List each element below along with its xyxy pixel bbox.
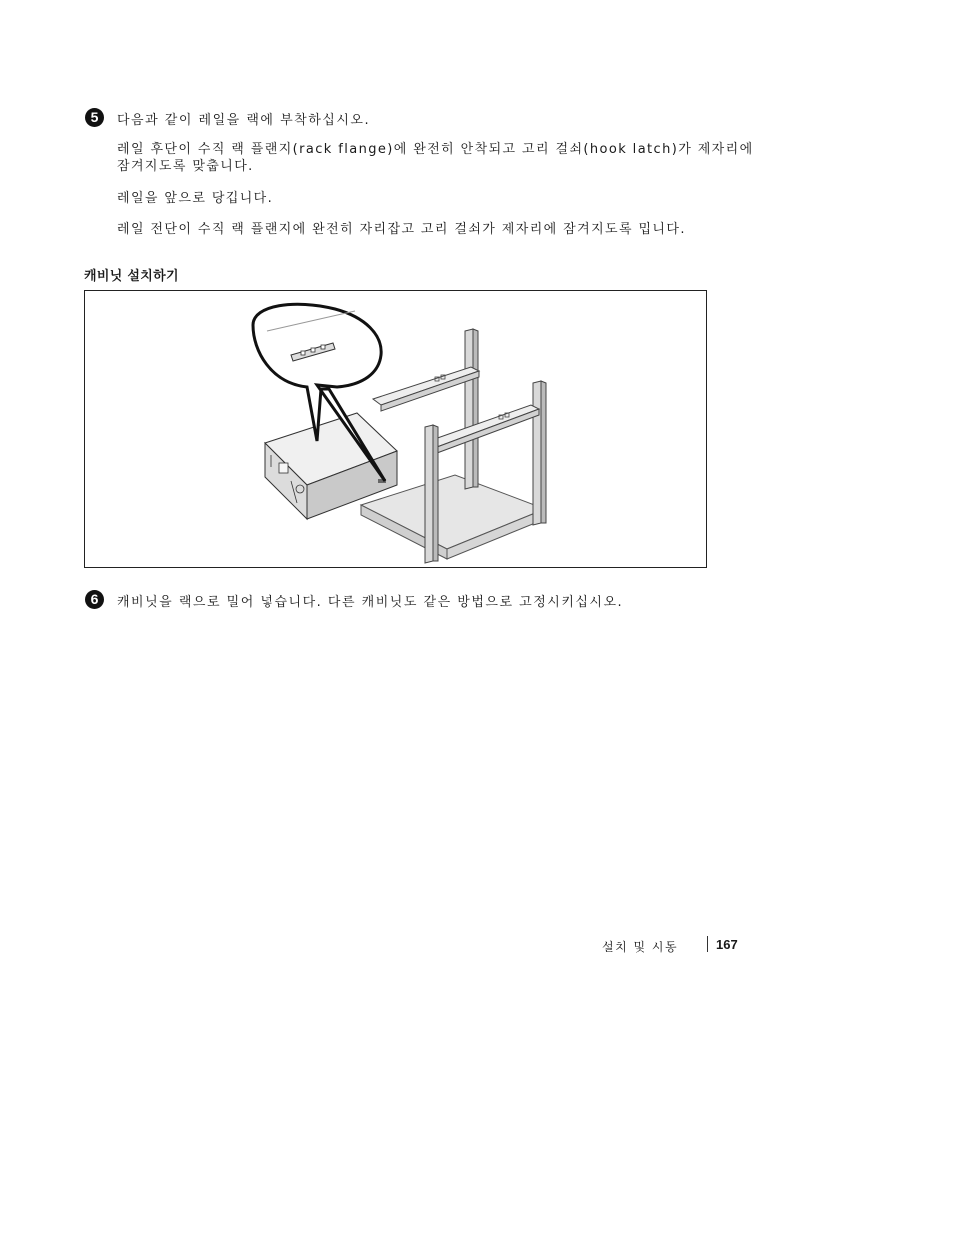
step-instruction: 캐비닛을 랙으로 밀어 넣습니다. 다른 캐비닛도 같은 방법으로 고정시키십시오. [117, 595, 624, 610]
footer-divider [707, 936, 708, 952]
step-number-badge: 6 [85, 590, 104, 609]
step-number-badge: 5 [85, 108, 104, 127]
cabinet-rack-illustration [85, 291, 708, 569]
step-instruction: 다음과 같이 레일을 랙에 부착하십시오. [117, 113, 371, 128]
page-number: 167 [716, 937, 738, 952]
step-paragraph: 레일 후단이 수직 랙 플랜지(rack flange)에 완전히 안착되고 고리 걸쇠(hook latch)가 제자리에 잠겨지도록 맞춥니다. [117, 142, 754, 174]
step-paragraph: 레일을 앞으로 당깁니다. [117, 191, 274, 206]
figure-frame [84, 290, 707, 568]
footer-section-title: 설치 및 시동 [602, 940, 679, 954]
figure-caption: 캐비닛 설치하기 [84, 269, 179, 284]
step-paragraph: 레일 전단이 수직 랙 플랜지에 완전히 자리잡고 고리 걸쇠가 제자리에 잠겨지도록 밉니다. [117, 222, 686, 237]
